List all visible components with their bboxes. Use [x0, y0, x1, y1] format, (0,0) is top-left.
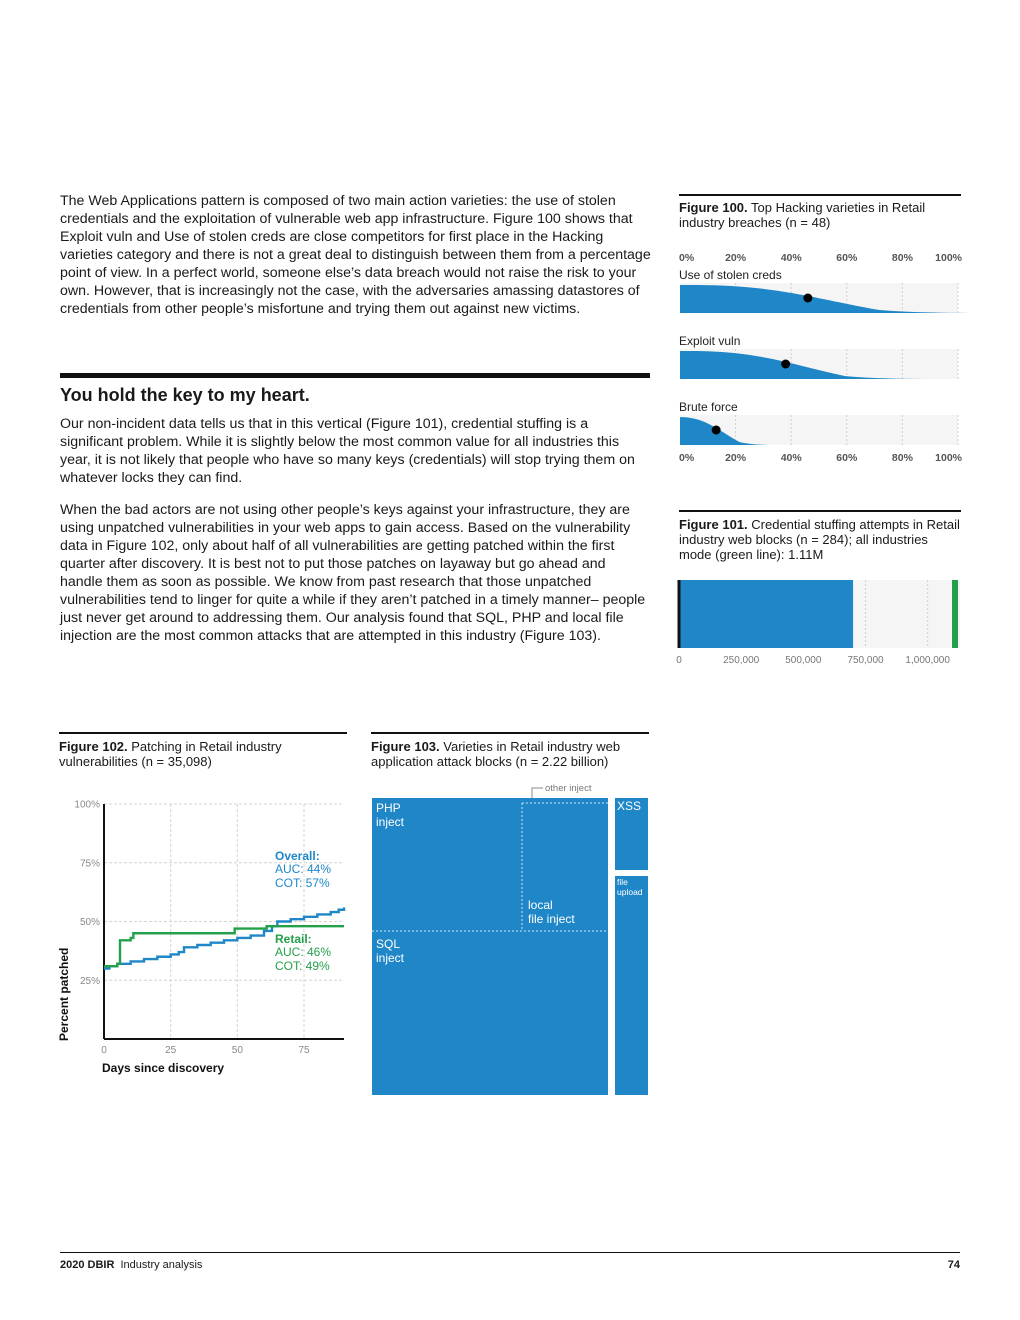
fig103-upload-block	[615, 876, 648, 1095]
fig100-top-tick: 20%	[725, 252, 747, 264]
footer-section: Industry analysis	[120, 1259, 203, 1271]
fig100-bottom-tick: 0%	[679, 452, 695, 464]
fig101-tick-label: 250,000	[723, 655, 760, 666]
fig103-rule	[371, 732, 649, 734]
fig103-xss-label: XSS	[617, 799, 642, 813]
fig101-label: Figure 101.	[679, 517, 748, 532]
fig100-category-label: Exploit vuln	[679, 334, 741, 348]
fig100-top-tick: 100%	[935, 252, 962, 264]
fig101-tick-label: 750,000	[847, 655, 884, 666]
fig102-x-tick: 50	[231, 1045, 243, 1056]
fig102-overall-title: Overall:	[275, 849, 320, 863]
fig102-title: Patching in Retail industry vulnerabilities (n = 35,098)	[59, 739, 282, 769]
fig103-caption	[371, 739, 649, 769]
fig102-x-tick: 0	[101, 1045, 107, 1056]
fig103-php-label-1: PHP	[376, 801, 401, 815]
fig103-upload-label-2: upload	[617, 887, 643, 897]
fig100-chart	[672, 246, 972, 468]
fig103-sql-label-2: inject	[376, 951, 405, 965]
fig102-y-label: Percent patched	[57, 947, 71, 1041]
fig103-label: Figure 103.	[371, 739, 440, 754]
fig102-y-tick: 25%	[79, 975, 100, 987]
fig102-retail-auc: AUC: 46%	[275, 945, 332, 959]
fig102-overall-auc: AUC: 44%	[275, 862, 332, 876]
fig102-x-label: Days since discovery	[102, 1061, 225, 1075]
section-divider	[60, 373, 650, 378]
fig100-top-tick: 60%	[836, 252, 858, 264]
fig100-caption	[679, 200, 961, 230]
fig102-y-tick: 50%	[79, 917, 100, 928]
fig102-y-tick: 100%	[74, 799, 100, 811]
fig101-title: Credential stuffing attempts in Retail industry web blocks (n = 284); all industries mode (green line): 1.11M	[679, 517, 960, 562]
fig100-bottom-tick: 20%	[725, 452, 747, 464]
fig103-title: Varieties in Retail industry web application attack blocks (n = 2.22 billion)	[371, 739, 621, 769]
fig101-mode-line	[952, 580, 958, 648]
footer-rule	[60, 1252, 960, 1253]
fig100-point-1	[803, 294, 812, 303]
fig101-tick-label: 500,000	[785, 655, 822, 666]
fig102-chart	[52, 790, 352, 1080]
fig102-y-tick: 75%	[79, 858, 100, 870]
fig100-category-label: Use of stolen creds	[679, 268, 782, 282]
fig103-local-label-2: file inject	[528, 912, 575, 926]
fig100-top-tick: 0%	[679, 252, 695, 264]
section-paragraph-1: Our non-incident data tells us that in this vertical (Figure 101), credential stuffing is a significant problem. While it is slightly below the most common value for all industries this year, it is not likely that people who have so many keys (credentials) will stop trying them on whatever locks they can find.	[60, 416, 635, 486]
fig103-local-label-1: local	[528, 898, 553, 912]
fig100-top-tick: 40%	[780, 252, 802, 264]
fig102-retail-title: Retail:	[275, 932, 312, 946]
fig100-title: Top Hacking varieties in Retail industry breaches (n = 48)	[679, 200, 926, 230]
fig100-bottom-tick: 40%	[780, 452, 802, 464]
fig101-tick-label: 0	[676, 655, 682, 666]
fig102-overall-cot: COT: 57%	[275, 876, 330, 890]
footer-brand: 2020 DBIR	[60, 1259, 115, 1271]
footer-left	[60, 1259, 202, 1271]
section-paragraph-2: When the bad actors are not using other people’s keys against your infrastructure, they are using unpatched vulnerabilities in your web apps to gain access. Based on the vulnerability data in Figure 102, only about half of all vulnerabilities are getting patched within the first quarter after discovery. It is best not to put those patches on layaway but go ahead and handle them as soon as possible. We know from past research that those unpatched vulnerabilities tend to linger for quite a while if they aren’t patched in a timely manner– people just never get around to addressing them. Our analysis found that SQL, PHP and local file injection are the most common attacks that are attempted in this industry (Figure 103).	[60, 502, 646, 644]
fig100-category-label: Brute force	[679, 400, 738, 414]
fig100-bottom-tick: 100%	[935, 452, 962, 464]
fig102-caption	[59, 739, 347, 769]
fig100-point-3	[712, 426, 721, 435]
fig102-label: Figure 102.	[59, 739, 128, 754]
fig100-label: Figure 100.	[679, 200, 748, 215]
fig103-chart	[366, 778, 656, 1100]
fig103-php-label-2: inject	[376, 815, 405, 829]
fig101-chart	[672, 576, 972, 672]
fig103-main-block	[372, 798, 608, 1095]
section-heading: You hold the key to my heart.	[60, 385, 310, 405]
fig102-x-tick: 75	[298, 1045, 310, 1056]
intro-paragraph: The Web Applications pattern is composed of two main action varieties: the use of stolen credentials and the exploitation of vulnerable web app infrastructure. Figure 100 shows that Exploit vuln and Use of stolen creds are close competitors for first place in the Hacking varieties category and there is not a great deal to distinguish between them from a percentage point of view. In a perfect world, someone else’s data breach would not raise the risk to your own. However, that is increasingly not the case, with the adversaries amassing datastores of credentials from other people’s misfortune and trying them out against new victims.	[60, 193, 651, 317]
fig103-other-leader	[532, 788, 543, 798]
fig103-sql-label-1: SQL	[376, 937, 401, 951]
fig100-top-tick: 80%	[891, 252, 913, 264]
fig101-caption	[679, 517, 961, 562]
fig102-x-tick: 25	[165, 1045, 177, 1056]
fig101-bar	[679, 580, 853, 648]
fig102-retail-cot: COT: 49%	[275, 959, 330, 973]
fig100-point-2	[781, 360, 790, 369]
fig103-upload-label-1: file	[617, 877, 628, 887]
fig103-other-label: other inject	[545, 783, 592, 794]
fig100-bottom-tick: 60%	[836, 452, 858, 464]
fig100-bottom-tick: 80%	[891, 452, 913, 464]
fig100-rule	[679, 194, 961, 196]
fig102-rule	[59, 732, 347, 734]
fig101-rule	[679, 510, 961, 512]
page-number: 74	[947, 1259, 960, 1271]
fig101-tick-label: 1,000,000	[905, 655, 950, 666]
